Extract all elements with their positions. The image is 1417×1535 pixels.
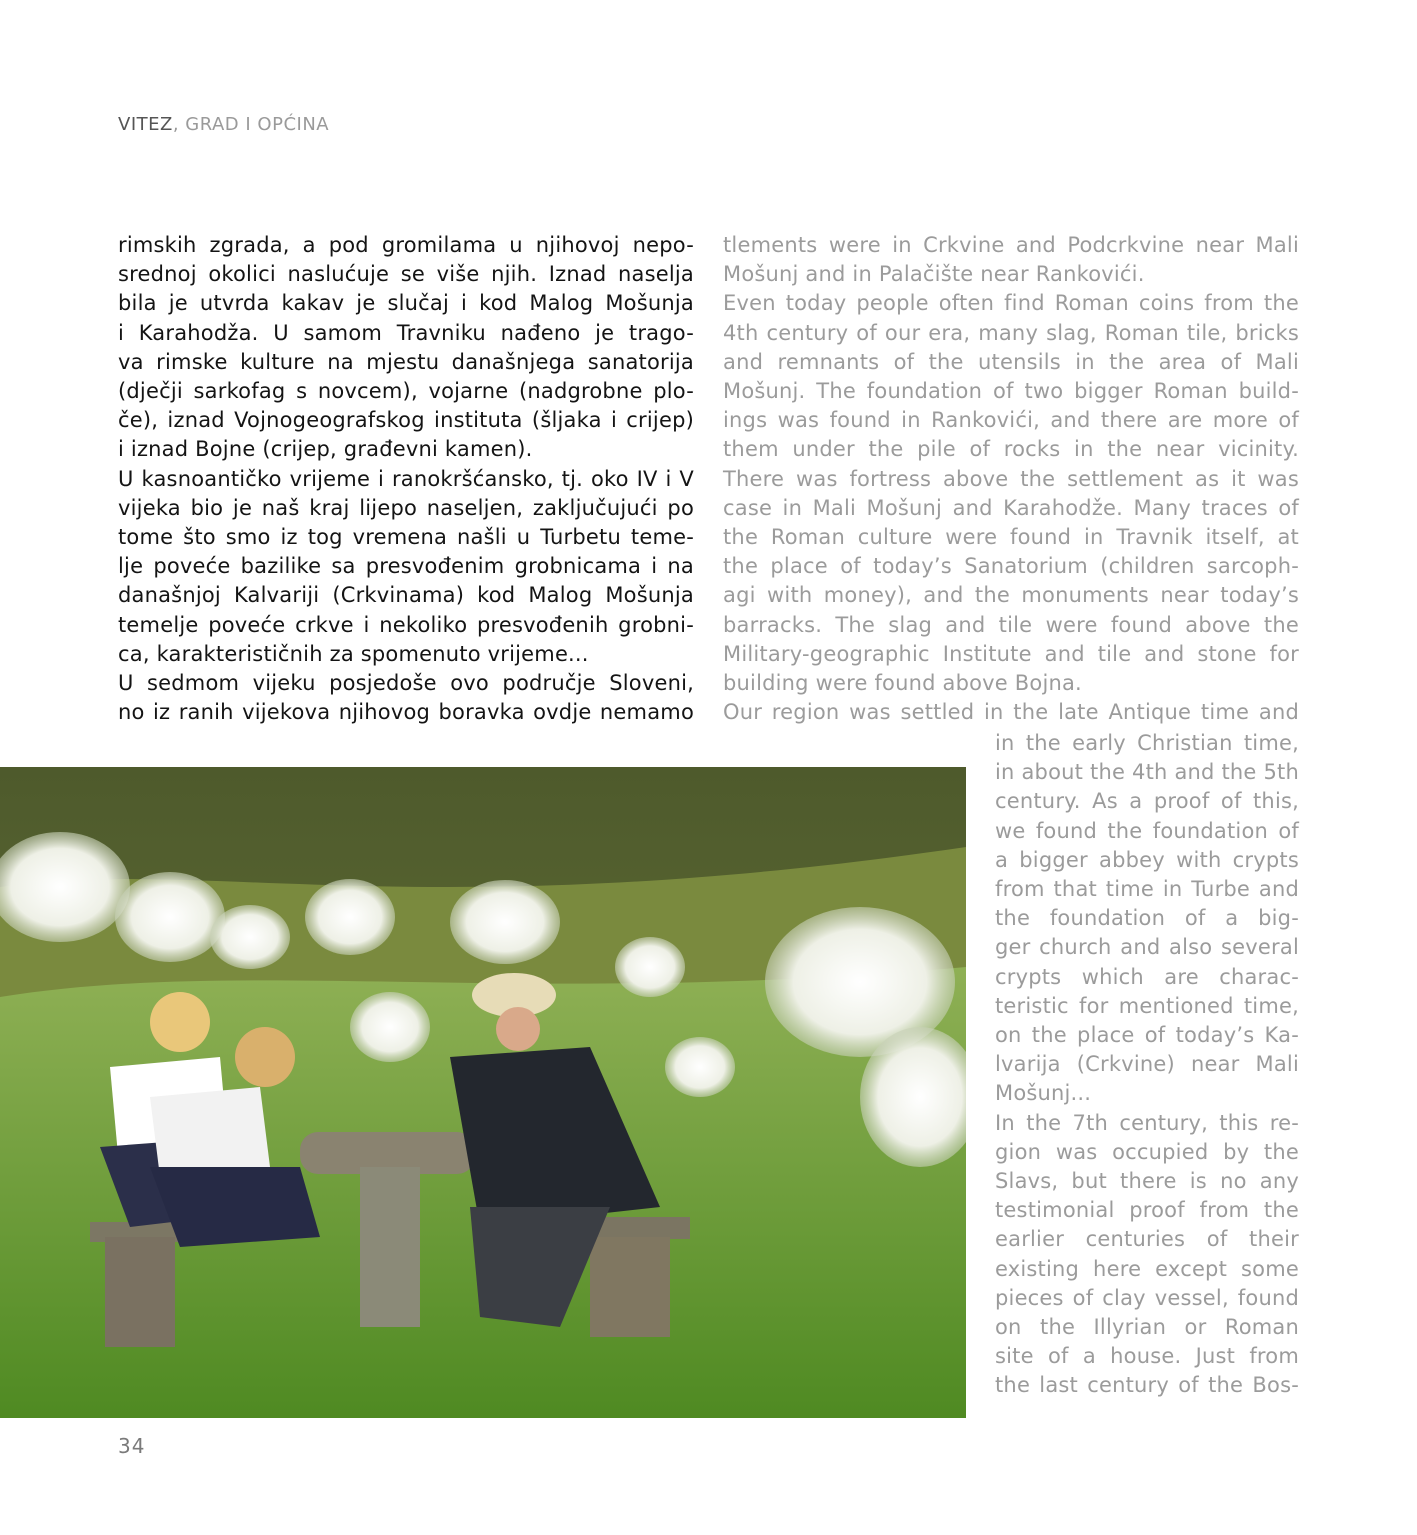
text-line: temelje poveće crkve i nekoliko presvođenih grobni-: [118, 612, 694, 637]
text-line: teristic for mentioned time,: [995, 993, 1299, 1018]
text-line: crypts which are charac-: [995, 964, 1299, 989]
text-line: današnjoj Kalvariji (Crkvinama) kod Malog Mošunja: [118, 583, 694, 608]
text-line: we found the foundation of: [995, 818, 1299, 843]
text-line: vijeka bio je naš kraj lijepo naseljen, zaključujući po: [118, 495, 694, 520]
text-line: a bigger abbey with crypts: [995, 847, 1299, 872]
text-line: (dječji sarkofag s novcem), vojarne (nadgrobne plo-: [118, 379, 694, 404]
text-line: i iznad Bojne (crijep, građevni kamen).: [118, 437, 533, 462]
text-line: ca, karakterističnih za spomenuto vrijeme...: [118, 641, 589, 666]
text-line: lvarija (Crkvine) near Mali: [995, 1052, 1299, 1077]
text-line: gion was occupied by the: [995, 1139, 1299, 1164]
page-number: 34: [118, 1434, 146, 1458]
text-line: testimonial proof from the: [995, 1198, 1299, 1223]
text-line: pieces of clay vessel, found: [995, 1285, 1299, 1310]
header-title-bold: VITEZ: [118, 114, 173, 135]
text-line: U kasnoantičko vrijeme i ranokršćansko, tj. oko IV i V: [118, 466, 694, 491]
text-line: va rimske kulture na mjestu današnjega sanatorija: [118, 349, 694, 374]
text-line: 4th century of our era, many slag, Roman tile, bricks: [723, 320, 1299, 345]
english-text-column-narrow: [995, 729, 1299, 1401]
text-line: the last century of the Bos-: [995, 1373, 1299, 1398]
text-line: Slavs, but there is no any: [995, 1169, 1299, 1194]
text-line: on the Illyrian or Roman: [995, 1315, 1299, 1340]
text-line: ings was found in Rankovići, and there are more of: [723, 408, 1299, 433]
text-line: the Roman culture were found in Travnik itself, at: [723, 525, 1299, 550]
text-line: earlier centuries of their: [995, 1227, 1299, 1252]
text-line: the place of today’s Sanatorium (children sarcoph-: [723, 554, 1299, 579]
text-line: tome što smo iz tog vremena našli u Turbetu teme-: [118, 525, 694, 550]
text-line: bila je utvrda kakav je slučaj i kod Malog Mošunja: [118, 291, 694, 316]
text-line: srednoj okolici naslućuje se više njih. Iznad naselja: [118, 262, 694, 287]
text-line: lje poveće bazilike sa presvođenim grobnicama i na: [118, 554, 694, 579]
bosnian-text-column: [118, 231, 694, 727]
text-line: ger church and also several: [995, 935, 1299, 960]
text-line: agi with money), and the monuments near today’s: [723, 583, 1299, 608]
text-line: on the place of today’s Ka-: [995, 1023, 1299, 1048]
text-line: tlements were in Crkvine and Podcrkvine near Mali: [723, 233, 1299, 257]
text-line: no iz ranih vijekova njihovog boravka ovdje nemamo: [118, 700, 694, 725]
text-line: barracks. The slag and tile were found above the: [723, 612, 1299, 637]
text-line: rimskih zgrada, a pod gromilama u njihovoj nepo-: [118, 233, 694, 257]
text-line: Mošunj and in Palačište near Rankovići.: [723, 262, 1145, 287]
text-line: century. As a proof of this,: [995, 789, 1299, 814]
text-line: i Karahodža. U samom Travniku nađeno je trago-: [118, 320, 694, 345]
text-line: Military-geographic Institute and tile and stone for: [723, 641, 1299, 666]
english-text-column: [723, 231, 1299, 727]
text-line: in the early Christian time,: [995, 731, 1299, 755]
text-line: existing here except some: [995, 1256, 1299, 1281]
text-line: There was fortress above the settlement as it was: [723, 466, 1299, 491]
text-line: in about the 4th and the 5th: [995, 760, 1299, 785]
text-line: building were found above Bojna.: [723, 671, 1082, 696]
text-line: Even today people often find Roman coins from the: [723, 291, 1299, 316]
header-title-rest: , GRAD I OPĆINA: [172, 114, 330, 135]
text-line: from that time in Turbe and: [995, 877, 1299, 902]
text-line: the foundation of a big-: [995, 906, 1299, 931]
text-line: In the 7th century, this re-: [995, 1110, 1299, 1135]
text-line: Our region was settled in the late Antique time and: [723, 700, 1299, 725]
text-line: case in Mali Mošunj and Karahodže. Many traces of: [723, 495, 1299, 520]
text-line: and remnants of the utensils in the area of Mali: [723, 349, 1299, 374]
text-line: them under the pile of rocks in the near vicinity.: [723, 437, 1299, 462]
text-line: Mošunj. The foundation of two bigger Roman build-: [723, 379, 1299, 404]
text-line: U sedmom vijeku posjedoše ovo područje Sloveni,: [118, 671, 694, 696]
picnic-photo: [0, 767, 966, 1418]
text-line: Mošunj...: [995, 1081, 1092, 1106]
text-line: site of a house. Just from: [995, 1344, 1299, 1369]
running-header: [118, 114, 329, 135]
text-line: če), iznad Vojnogeografskog instituta (šljaka i crijep): [118, 408, 694, 433]
